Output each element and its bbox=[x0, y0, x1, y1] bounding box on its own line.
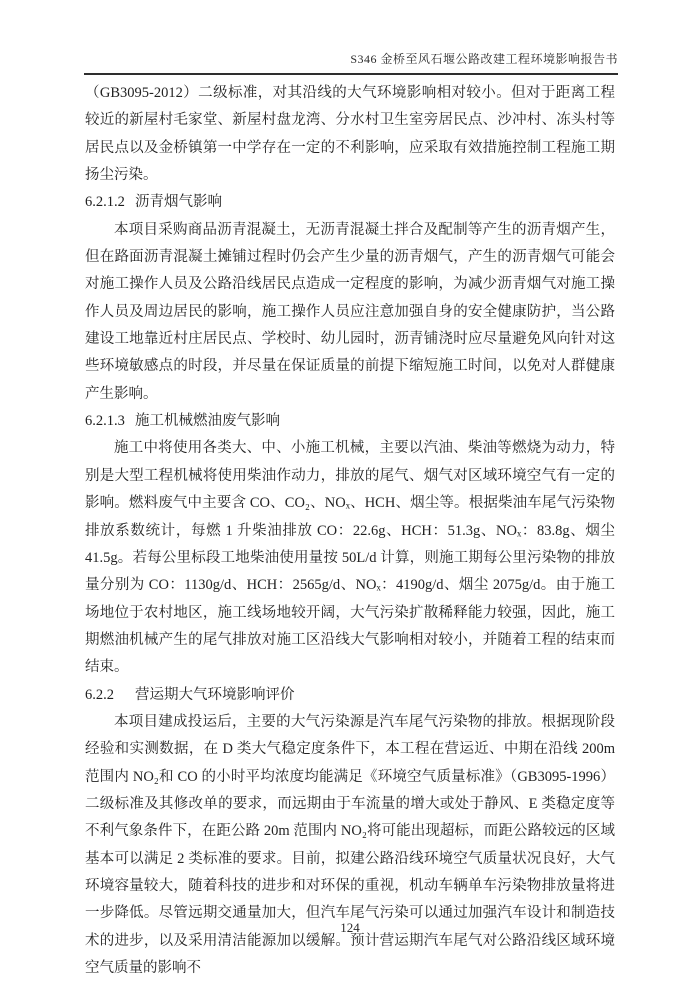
paragraph-machinery-exhaust: 施工中将使用各类大、中、小施工机械，主要以汽油、柴油等燃烧为动力，特别是大型工程机械将使用柴油作动力，排放的尾气、烟气对区域环境空气有一定的影响。燃料废气中主要含 CO、CO₂、NOₓ、HCH、烟尘等。根据柴油车尾气污染物排放系数统计，每燃 1 升柴油排放 CO：22.6g、HCH：51.3g、NOₓ：83.8g、烟尘 41.5g。若每公里标段工地柴油使用量按 50L/d 计算，则施工期每公里污染物的排放量分别为 CO：1130g/d、HCH：2565g/d、NOₓ：4190g/d、烟尘 2075g/d。由于施工场地位于农村地区，施工线场地较开阔，大气污染扩散稀释能力较强，因此，施工期燃油机械产生的尾气排放对施工区沿线大气影响相对较小，并随着工程的结束而结束。 bbox=[85, 440, 615, 676]
section-title: 施工机械燃油废气影响 bbox=[135, 413, 280, 430]
header-title: S346 金桥至风石堰公路改建工程环境影响报告书 bbox=[350, 52, 618, 66]
page-footer bbox=[0, 920, 700, 936]
page-header bbox=[84, 50, 618, 75]
document-body bbox=[85, 80, 615, 982]
paragraph-continuation: （GB3095-2012）二级标准，对其沿线的大气环境影响相对较小。但对于距离工程较近的新屋村毛家堂、新屋村盘龙湾、分水村卫生室旁居民点、沙冲村、冻头村等居民点以及金桥镇第一中学存在一定的不利影响，应采取有效措施控制工程施工期扬尘污染。 bbox=[85, 85, 615, 184]
section-number: 6.2.2 bbox=[85, 686, 114, 703]
paragraph-operation-period: 本项目建成投运后，主要的大气污染源是汽车尾气污染物的排放。根据现阶段经验和实测数据，在 D 类大气稳定度条件下，本工程在营运近、中期在沿线 200m 范围内 NO₂和 CO 的小时平均浓度均能满足《环境空气质量标准》（GB3095-1996）二级标准及其修改单的要求，而远期由于车流量的增大或处于静风、E 类稳定度等不利气象条件下，在距公路 20m 范围内 NO₂将可能出现超标，而距公路较远的区域基本可以满足 2 类标准的要求。目前，拟建公路沿线环境空气质量状况良好，大气环境容量较大，随着科技的进步和对环保的重视，机动车辆单车污染物排放量将进一步降低。尽管远期交通量加大，但汽车尾气污染可以通过加强汽车设计和制造技术的进步，以及采用清洁能源加以缓解。预计营运期汽车尾气对公路沿线区域环境空气质量的影响不 bbox=[85, 713, 615, 976]
page-number: 124 bbox=[340, 920, 360, 935]
section-number: 6.2.1.2 bbox=[85, 194, 125, 211]
section-heading-machinery-exhaust bbox=[85, 408, 615, 435]
paragraph-asphalt-fume: 本项目采购商品沥青混凝土，无沥青混凝土拌合及配制等产生的沥青烟产生，但在路面沥青混凝土摊铺过程时仍会产生少量的沥青烟气，产生的沥青烟气可能会对施工操作人员及公路沿线居民点造成一定程度的影响，为减少沥青烟气对施工操作人员及周边居民的影响，施工操作人员应注意加强自身的安全健康防护，当公路建设工地靠近村庄居民点、学校时、幼儿园时，沥青铺浇时应尽量避免风向针对这些环境敏感点的时段，并尽量在保证质量的前提下缩短施工时间，以免对人群健康产生影响。 bbox=[85, 221, 615, 402]
section-title: 营运期大气环境影响评价 bbox=[135, 686, 295, 703]
section-title: 沥青烟气影响 bbox=[135, 194, 222, 211]
section-heading-operation-period bbox=[85, 682, 615, 709]
section-heading-asphalt-fume bbox=[85, 189, 615, 216]
section-number: 6.2.1.3 bbox=[85, 413, 125, 430]
